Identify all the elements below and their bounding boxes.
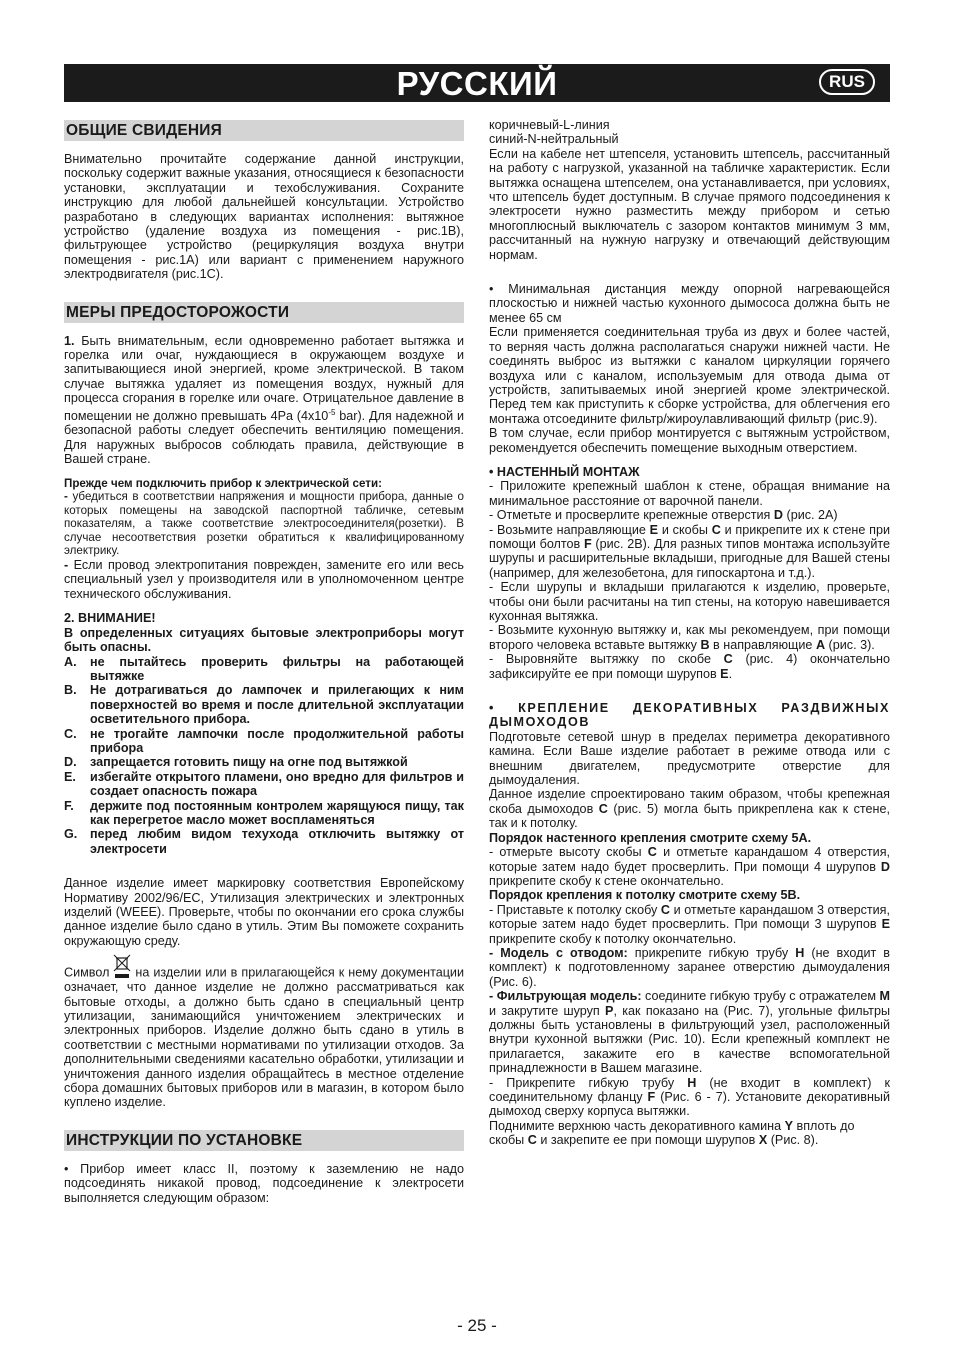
section-heading-installation: ИНСТРУКЦИИ ПО УСТАНОВКЕ: [64, 1130, 464, 1151]
ceiling-fixing-title: Порядок крепления к потолку смотрите схему 5В.: [489, 888, 801, 903]
weee-symbol-paragraph: Символ на изделии или в прилагающейся к нему документации означает, что данное изделие не должно рассматриваться как бытовые отходы, а должно быть сдано в специальный центр утилизации, занимающийся уничтожением электрических и электронных приборов. Изделие должно быть сдано в утиль в соответствии с местными нормативами по утилизации отходов. За дополнительными сведениями касательно обработки, утилизации и уничтожения данного изделия обращайтесь в местное отделение сбора домашних бытовых приборов или в магазин, в котором было куплено изделие.: [64, 954, 464, 1110]
weee-paragraph: Данное изделие имеет маркировку соответствия Европейскому Нормативу 2002/96/ЕС, Утилизация электрических и электронных изделий (WEEE). Проверьте, чтобы по окончании его срока службы данное изделие было сдано в утиль. Этим Вы поможете сохранить окружающую среду.: [64, 876, 464, 948]
warning-item-f: F. держите под постоянным контролем жарящуюся пищу, так как перегретое масло может воспламеняться: [64, 798, 464, 827]
wall-step-4: - Если шурупы и вкладыши прилагаются к изделию, проверьте, чтобы они были расчитаны на тип стены, на которую навешивается кухонная вытяжка.: [489, 580, 890, 623]
wall-step-1: - Приложите крепежный шаблон к стене, обращая внимание на минимальное расстояние от варочной панели.: [489, 479, 890, 508]
language-banner: [64, 64, 890, 102]
wall-step-6: - Выровняйте вытяжку по скобе C (рис. 4) окончательно зафиксируйте ее при помощи шурупов E.: [489, 652, 890, 681]
chimney-step-1: Подготовьте сетевой шнур в пределах периметра декоративного камина. Если Ваше изделие работает в режиме отвода или с внешним двигателем, предусмотрите отверстие для дымоудаления.: [489, 729, 890, 788]
warning-item-a: A. не пытайтесь проверить фильтры на работающей вытяжке: [64, 654, 464, 683]
plug-paragraph: Если на кабеле нет штепселя, установить штепсель, рассчитанный на работу с нагрузкой, указанной на табличке характеристик. Если вытяжка оснащена штепселем, она устанавливается, при условиях, что штепсель будет доступным. В случае прямого подсоединения к электросети нужно разместить между прибором и сетью многоплюсный выключатель с зазором контактов минимум 3 мм, рассчитанный на нужную нагрузку и отвечающий действующим нормам.: [489, 146, 890, 262]
precaution-paragraph-1: 1. Быть внимательным, если одновременно работает вытяжка и горелка или очаг, нуждающиеся в окружающем воздухе и запитывающиеся иной энергией, кроме электрической. В таком случае вытяжка удаляет из помещения воздух, нужный для процесса сгорания в горелке или очаге. Отрицательное давление в помещении не должно превышать 4Pa ($4x10^{-5}$ bar). Для надежной и безопасной работы следует обеспечить вентиляцию помещения. Для наружных выбросов соблюдать правила, действующие в Вашей стране.: [64, 333, 464, 467]
decorative-chimney-title: • КРЕПЛЕНИЕ ДЕКОРАТИВНЫХ РАЗДВИЖНЫХ ДЫМОХОДОВ: [489, 701, 890, 730]
flexible-pipe-step: - Прикрепите гибкую трубу H (не входит в комплект) к соединительному фланцу F (Рис. 6 - 7). Установите декоративный дымоход сверху корпуса вытяжки.: [489, 1075, 890, 1119]
warning-item-b: B. Не дотрагиваться до лампочек и прилегающих к ним поверхностей во время и после длительной эксплуатации осветительного прибора.: [64, 683, 464, 727]
exhaust-paragraph: В том случае, если прибор монтируется с вытяжным устройством, рекомендуется обеспечить помещение выходным отверстием.: [489, 426, 890, 455]
right-column: [489, 118, 890, 1148]
crossed-bin-icon: [113, 954, 131, 980]
wall-step-5: - Возьмите кухонную вытяжку и, как мы рекомендуем, при помощи второго человека вставьте вытяжку B в направляющие A (рис. 3).: [489, 623, 890, 652]
language-badge: RUS: [819, 69, 875, 95]
upper-chimney-step: Поднимите верхнюю часть декоративного камина Y вплоть до скобы C и закрепите ее при помощи шурупов X (Рис. 8).: [489, 1118, 855, 1148]
warning-item-e: E. избегайте открытого пламени, оно вредно для фильтров и создает опасность пожара: [64, 769, 464, 799]
section-heading-general: ОБЩИЕ СВИДЕНИЯ: [64, 120, 464, 141]
ducted-model-step: - Модель с отводом: прикрепите гибкую трубу H (не входит в комплект) к подготовленному заранее отверстию дымоудаления (Рис. 6).: [489, 945, 890, 989]
wall-step-2: - Отметьте и просверлите крепежные отверстия D (рис. 2А): [489, 508, 838, 523]
filter-model-step: - Фильтрующая модель: соедините гибкую трубу с отражателем M и закрутите шуруп P, как показано на (Рис. 7), угольные фильтры должны быть установлены в фильтрующий узел, расположенный внутри кухонной вытяжки (Рис. 10). Если крепежный комплект не прилагается, закажите его в качестве вспомогательной принадлежности в Вашем магазине.: [489, 989, 890, 1076]
ceiling-fixing-step: - Приставьте к потолку скобу C и отметьте карандашом 3 отверстия, которые затем надо будет просверлить. При помощи 3 шурупов E прикрепите скобу к потолку окончательно.: [489, 902, 891, 946]
wire-brown: коричневый-L-линия: [489, 118, 610, 132]
wire-blue: синий-N-нейтральный: [489, 132, 619, 147]
connection-title: Прежде чем подключить прибор к электрической сети:: [64, 476, 382, 490]
min-distance-paragraph: • Минимальная дистанция между опорной нагревающейся плоскостью и нижней частью кухонного дымососа должна быть не менее 65 см: [489, 282, 890, 325]
connection-note-2: - Если провод электропитания поврежден, замените его или весь специальный узел у производителя или в уполномоченном центре технического обслуживания.: [64, 558, 464, 601]
page-title: РУССКИЙ: [396, 65, 558, 102]
wall-fixing-title: Порядок настенного крепления смотрите схему 5А.: [489, 830, 812, 845]
wall-step-3: - Возьмите направляющие E и скобы C и прикрепите их к стене при помощи болтов F (рис. 2В). Для разных типов монтажа используйте шурупы и расширительные вкладыши, пригодные для Вашей стены (например, для железобетона, для гипоскартона и т.д.).: [489, 522, 890, 580]
left-column: [64, 120, 464, 1205]
connection-note-1: - убедиться в соответствии напряжения и мощности прибора, данные о которых помещены на заводской паспортной табличке, сетевым показателям, а также соответствие электросоединителя(розетки). В случае несоответствия розетки обратиться к квалифицированному электрику.: [64, 490, 464, 558]
general-info-paragraph: Внимательно прочитайте содержание данной инструкции, поскольку содержит важные указания, относящиеся к безопасности установки, эксплуатации и техобслуживания. Сохраните инструкцию для любой дальнейшей консультации. Устройство разработано в следующих вариантах исполнения: вытяжное устройство (удаление воздуха из помещения - рис.1В), фильтрующее устройство (рециркуляция воздуха внутри помещения - рис.1А) или вариант с применением наружного электродвигателя (рис.1С).: [64, 152, 464, 282]
wall-mount-title: • НАСТЕННЫЙ МОНТАЖ: [489, 464, 640, 479]
duct-paragraph: Если применяется соединительная труба из двух и более частей, то верняя часть должна располагаться снаружи нижней части. Не соединять выброс из вытяжки с каналом циркуляции горячего воздуха или с каналом, используемым для отвода дыма от устройств, запитываемых иной энергией кроме электрической. Перед тем как приступить к сборке устройства, для облегчения его монтажа отсоедините фильтр/жироулавливающий фильтр (рис.9).: [489, 325, 890, 426]
warning-subtitle: В определенных ситуациях бытовые электроприборы могут быть опасны.: [64, 625, 464, 655]
warning-item-d: D. запрещается готовить пищу на огне под вытяжкой: [64, 755, 408, 770]
page-number: - 25 -: [457, 1316, 497, 1335]
installation-paragraph: • Прибор имеет класс II, поэтому к заземлению не надо подсоединять никакой провод, подсоединение к электросети выполняется следующим образом:: [64, 1161, 464, 1205]
section-heading-precautions: МЕРЫ ПРЕДОСТОРОЖОСТИ: [64, 302, 464, 323]
wall-fixing-step: - отмерьте высоту скобы C и отметьте карандашом 4 отверстия, которые затем надо будет просверлить. При помощи 4 шурупов D прикрепите скобу к стене окончательно.: [489, 845, 891, 888]
warning-item-c: C. не трогайте лампочки после продолжительной работы прибора: [64, 726, 464, 755]
chimney-step-2: Данное изделие спроектировано таким образом, чтобы крепежная скоба дымоходов C (рис. 5) могла быть прикреплена как к стене, так и к потолку.: [489, 787, 890, 831]
warning-item-g: G. перед любим видом техухода отключить вытяжку от электросети: [64, 827, 464, 856]
warning-title: 2. ВНИМАНИЕ!: [64, 611, 156, 626]
